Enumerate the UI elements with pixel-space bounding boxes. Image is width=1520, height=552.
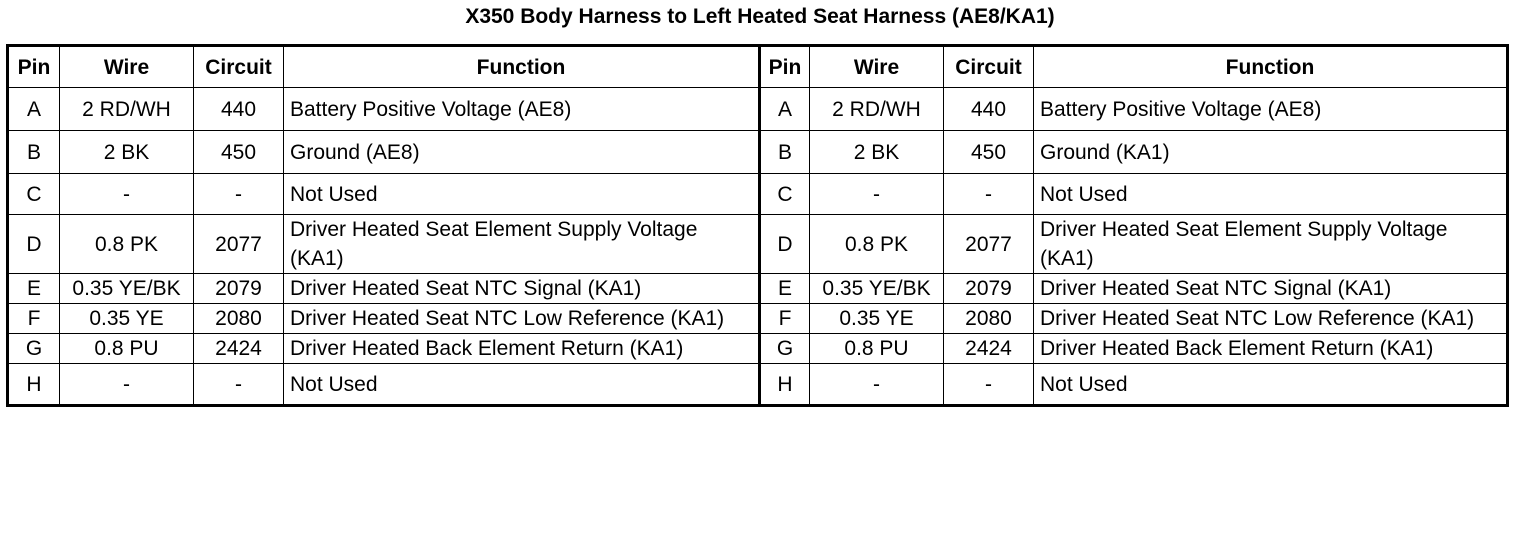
cell-function: Driver Heated Seat NTC Signal (KA1) xyxy=(284,274,760,304)
cell-pin: E xyxy=(8,274,60,304)
cell-circuit: 2079 xyxy=(194,274,284,304)
header-function: Function xyxy=(284,46,760,88)
cell-wire: 2 RD/WH xyxy=(60,88,194,131)
header-pin: Pin xyxy=(8,46,60,88)
cell-pin: G xyxy=(8,334,60,364)
table-row xyxy=(8,215,1508,274)
cell-circuit: 2424 xyxy=(194,334,284,364)
cell-wire: 0.35 YE/BK xyxy=(810,274,944,304)
table-row xyxy=(8,131,1508,174)
cell-circuit: 2080 xyxy=(944,304,1034,334)
cell-pin: H xyxy=(8,364,60,406)
table-row xyxy=(8,174,1508,215)
cell-wire: 2 RD/WH xyxy=(810,88,944,131)
table-row xyxy=(8,364,1508,406)
cell-circuit: - xyxy=(194,174,284,215)
cell-circuit: 2077 xyxy=(944,215,1034,274)
cell-pin: F xyxy=(8,304,60,334)
cell-function: Ground (AE8) xyxy=(284,131,760,174)
cell-function: Ground (KA1) xyxy=(1034,131,1508,174)
cell-wire: 0.35 YE xyxy=(810,304,944,334)
cell-function: Not Used xyxy=(284,174,760,215)
cell-pin: G xyxy=(760,334,810,364)
cell-wire: - xyxy=(810,364,944,406)
connector-table xyxy=(6,44,1509,407)
table-row xyxy=(8,274,1508,304)
cell-wire: - xyxy=(810,174,944,215)
cell-function: Not Used xyxy=(284,364,760,406)
cell-circuit: 2077 xyxy=(194,215,284,274)
cell-wire: 2 BK xyxy=(810,131,944,174)
cell-function: Driver Heated Seat NTC Low Reference (KA1) xyxy=(284,304,760,334)
cell-circuit: 2079 xyxy=(944,274,1034,304)
table-row xyxy=(8,88,1508,131)
cell-wire: 0.8 PU xyxy=(810,334,944,364)
cell-function: Driver Heated Back Element Return (KA1) xyxy=(284,334,760,364)
cell-pin: D xyxy=(760,215,810,274)
cell-pin: B xyxy=(760,131,810,174)
header-pin: Pin xyxy=(760,46,810,88)
cell-function: Driver Heated Seat NTC Low Reference (KA1) xyxy=(1034,304,1508,334)
header-wire: Wire xyxy=(810,46,944,88)
header-circuit: Circuit xyxy=(944,46,1034,88)
cell-function: Driver Heated Seat Element Supply Voltage (KA1) xyxy=(1034,215,1508,274)
cell-circuit: 2080 xyxy=(194,304,284,334)
header-wire: Wire xyxy=(60,46,194,88)
cell-wire: 0.8 PU xyxy=(60,334,194,364)
cell-wire: 0.8 PK xyxy=(810,215,944,274)
cell-circuit: 440 xyxy=(194,88,284,131)
cell-circuit: - xyxy=(944,364,1034,406)
cell-pin: H xyxy=(760,364,810,406)
cell-circuit: - xyxy=(944,174,1034,215)
table-row xyxy=(8,334,1508,364)
cell-wire: 0.35 YE/BK xyxy=(60,274,194,304)
cell-wire: - xyxy=(60,174,194,215)
cell-pin: D xyxy=(8,215,60,274)
cell-circuit: 450 xyxy=(944,131,1034,174)
cell-circuit: 2424 xyxy=(944,334,1034,364)
document-title: X350 Body Harness to Left Heated Seat Harness (AE8/KA1) xyxy=(465,5,1055,28)
table-row xyxy=(8,304,1508,334)
cell-circuit: - xyxy=(194,364,284,406)
cell-function: Not Used xyxy=(1034,364,1508,406)
cell-pin: A xyxy=(8,88,60,131)
cell-wire: 0.8 PK xyxy=(60,215,194,274)
cell-wire: - xyxy=(60,364,194,406)
cell-function: Battery Positive Voltage (AE8) xyxy=(284,88,760,131)
cell-function: Driver Heated Back Element Return (KA1) xyxy=(1034,334,1508,364)
header-row xyxy=(8,46,1508,88)
cell-pin: F xyxy=(760,304,810,334)
cell-function: Not Used xyxy=(1034,174,1508,215)
cell-pin: B xyxy=(8,131,60,174)
cell-circuit: 450 xyxy=(194,131,284,174)
cell-wire: 2 BK xyxy=(60,131,194,174)
cell-pin: E xyxy=(760,274,810,304)
header-circuit: Circuit xyxy=(194,46,284,88)
cell-pin: A xyxy=(760,88,810,131)
cell-function: Battery Positive Voltage (AE8) xyxy=(1034,88,1508,131)
header-function: Function xyxy=(1034,46,1508,88)
cell-circuit: 440 xyxy=(944,88,1034,131)
cell-function: Driver Heated Seat Element Supply Voltage (KA1) xyxy=(284,215,760,274)
cell-function: Driver Heated Seat NTC Signal (KA1) xyxy=(1034,274,1508,304)
cell-pin: C xyxy=(8,174,60,215)
cell-wire: 0.35 YE xyxy=(60,304,194,334)
cell-pin: C xyxy=(760,174,810,215)
